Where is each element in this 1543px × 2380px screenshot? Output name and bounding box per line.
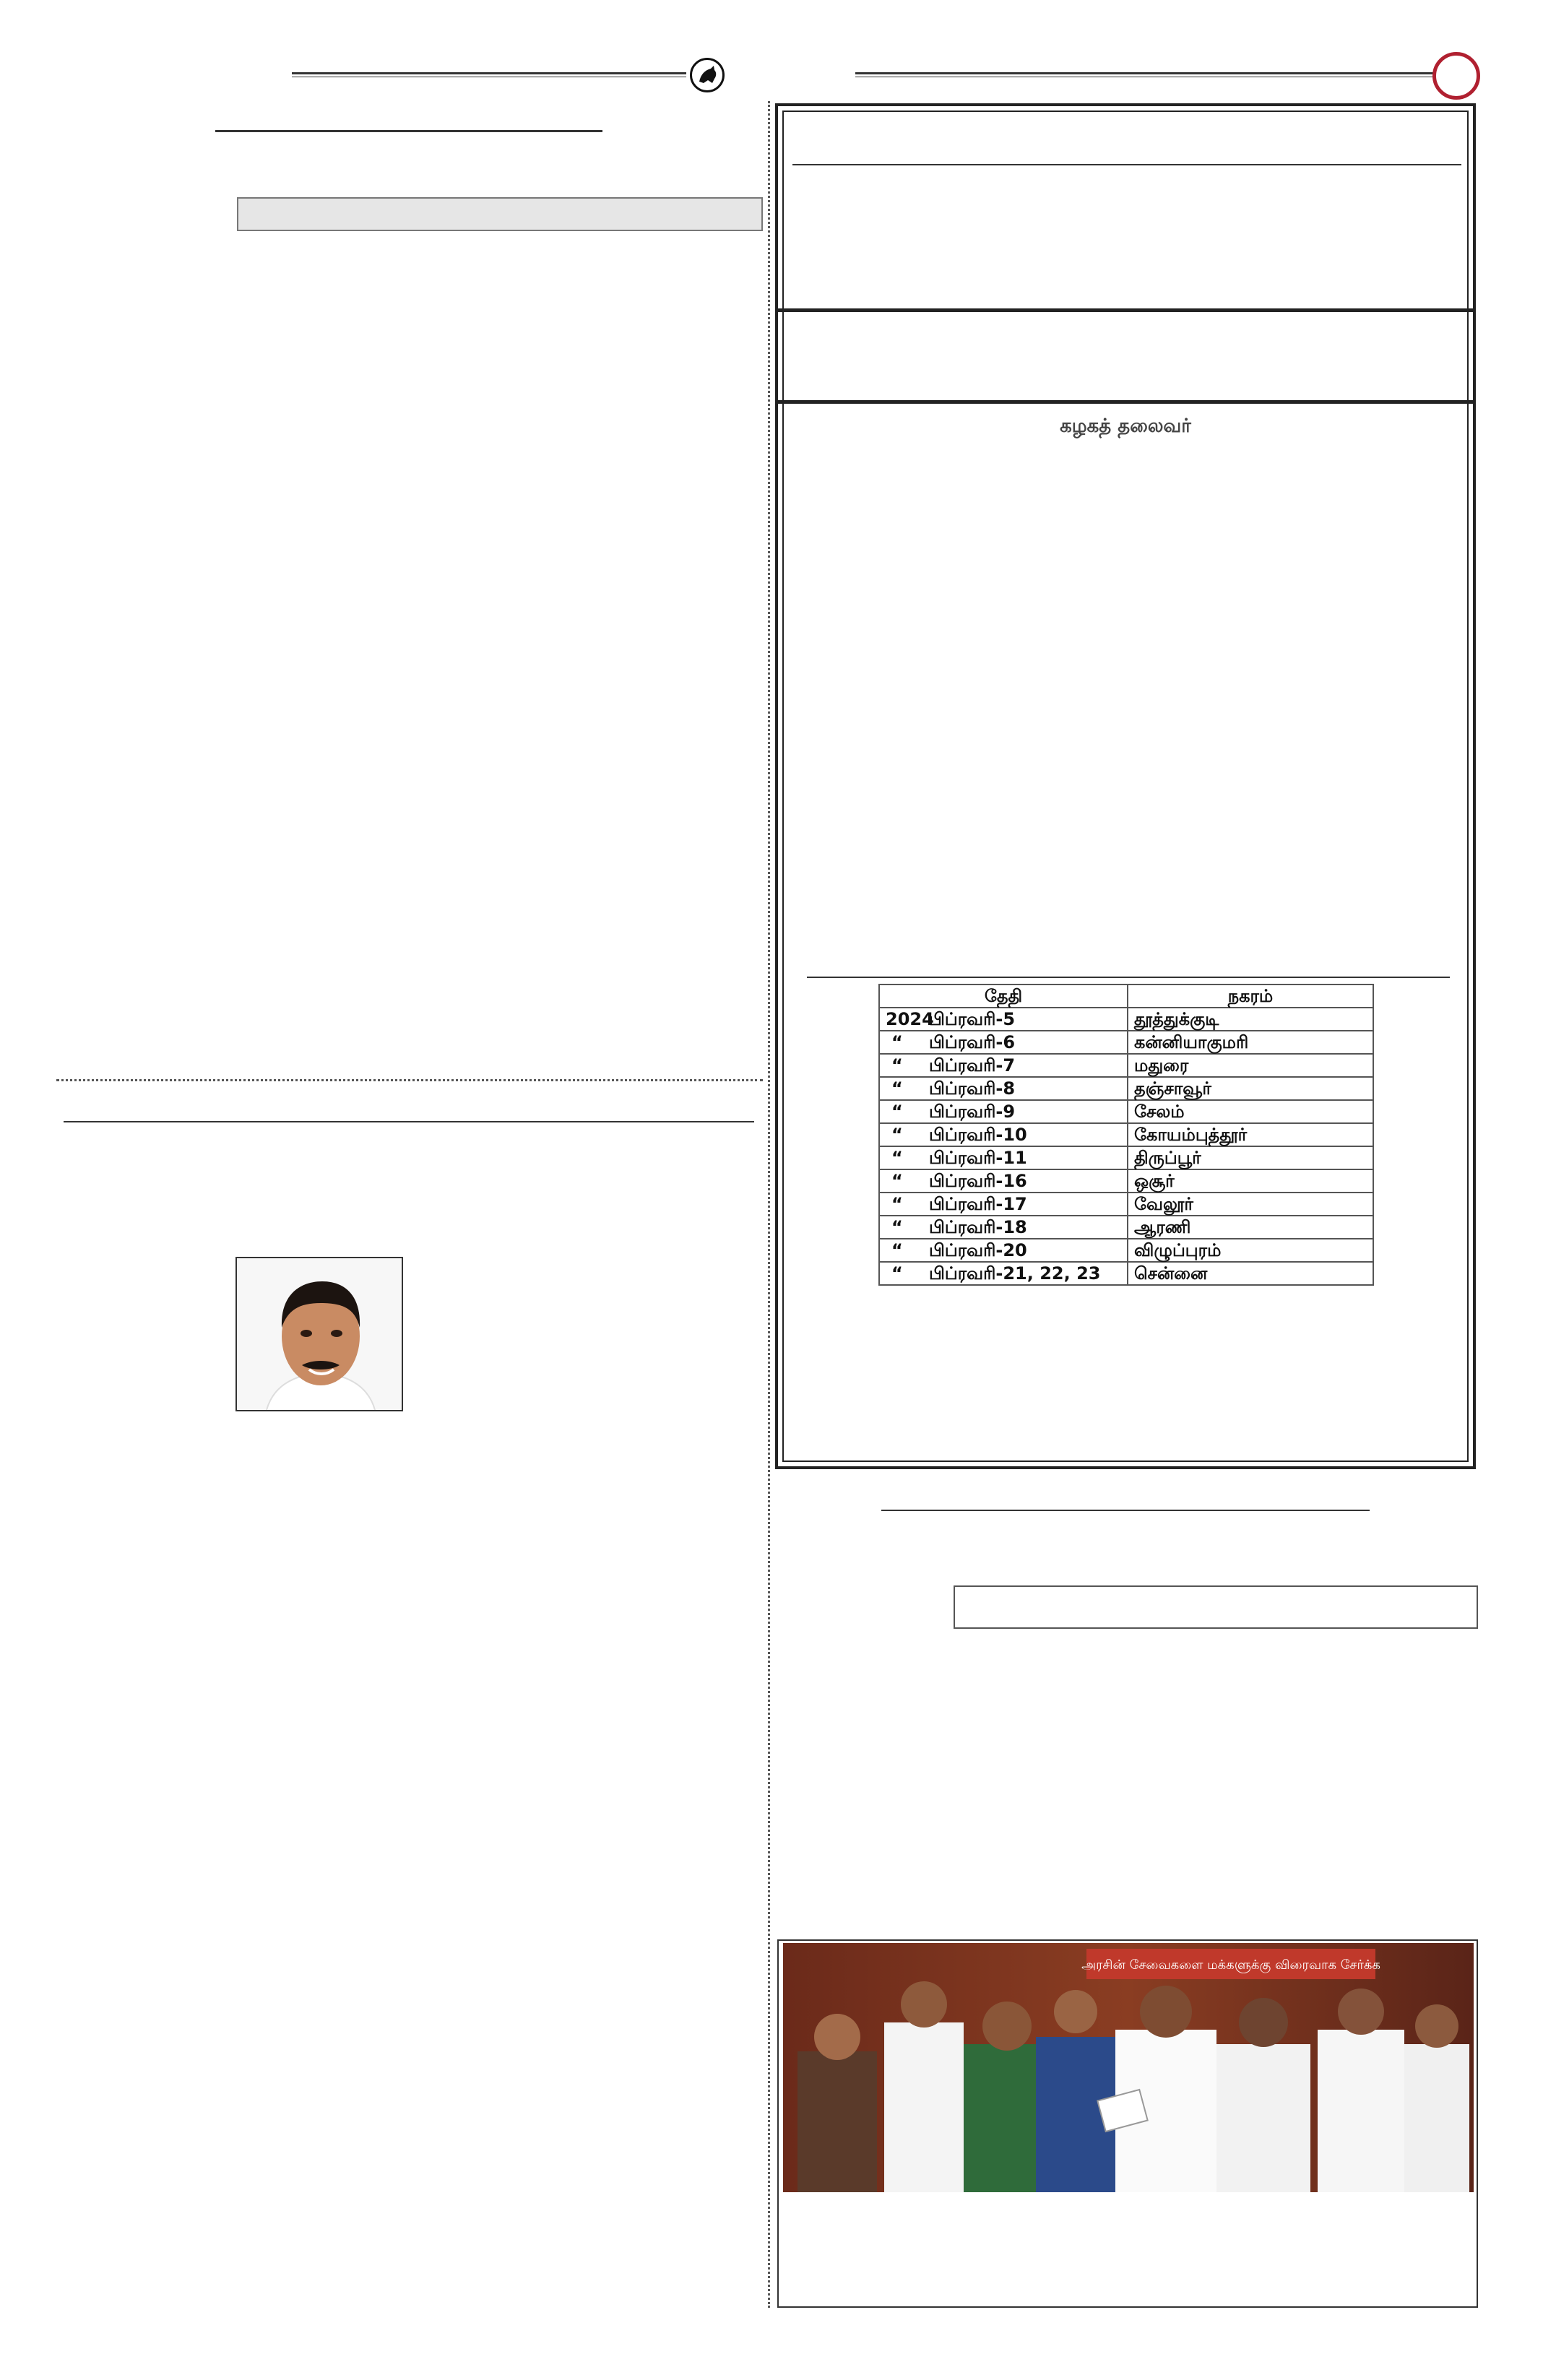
schedule-year: “ [891, 1078, 903, 1099]
table-row [879, 1054, 1373, 1077]
schedule-date-cell [879, 1239, 1128, 1262]
date-column-header: தேதி [879, 985, 1128, 1008]
schedule-year: “ [891, 1171, 903, 1191]
emblem-icon [690, 58, 725, 92]
schedule-rule [807, 977, 1450, 978]
schedule-year: “ [891, 1125, 903, 1145]
table-row [879, 1169, 1373, 1193]
notice-separator-2 [778, 400, 1473, 404]
schedule-date: பிப்ரவரி-8 [929, 1078, 1016, 1099]
table-row [879, 1031, 1373, 1054]
schedule-date-cell [879, 1054, 1128, 1077]
schedule-year: “ [891, 1240, 903, 1260]
article-divider [56, 1079, 763, 1081]
schedule-city-cell: மதுரை [1128, 1054, 1373, 1077]
schedule-date: பிப்ரவரி-20 [929, 1240, 1027, 1260]
schedule-year: “ [891, 1217, 903, 1237]
table-row [879, 1077, 1373, 1100]
schedule-city-cell: விழுப்புரம் [1128, 1239, 1373, 1262]
photo-banner-text: அரசின் சேவைகளை மக்களுக்கு விரைவாக சேர்க்க [1081, 1957, 1380, 1973]
notice-top-rule [792, 164, 1461, 165]
header-rule-left [292, 72, 686, 74]
schedule-date: பிப்ரவரி-6 [929, 1032, 1016, 1052]
schedule-date: பிப்ரவரி-5 [929, 1009, 1016, 1029]
schedule-date: பிப்ரவரி-10 [929, 1125, 1027, 1145]
column-divider [768, 101, 770, 2308]
schedule-year: “ [891, 1194, 903, 1214]
schedule-date: பிப்ரவரி-18 [929, 1217, 1027, 1237]
schedule-date: பிப்ரவரி-7 [929, 1055, 1016, 1076]
schedule-year: “ [891, 1102, 903, 1122]
schedule-year: “ [891, 1055, 903, 1076]
table-row [879, 1100, 1373, 1123]
schedule-date: பிப்ரவரி-17 [929, 1194, 1027, 1214]
schedule-city-cell: தூத்துக்குடி [1128, 1008, 1373, 1031]
table-row [879, 1193, 1373, 1216]
schedule-city-cell: திருப்பூர் [1128, 1146, 1373, 1169]
header-rule-right [855, 72, 1433, 74]
schedule-city-cell: ஆரணி [1128, 1216, 1373, 1239]
schedule-year: 2024 [886, 1009, 934, 1029]
schedule-date-cell [879, 1077, 1128, 1100]
schedule-date-cell [879, 1262, 1128, 1285]
table-row [879, 1146, 1373, 1169]
subheading-bar [237, 197, 763, 231]
schedule-city-cell: சேலம் [1128, 1100, 1373, 1123]
table-row [879, 1216, 1373, 1239]
schedule-city-cell: வேலூர் [1128, 1193, 1373, 1216]
schedule-table [878, 984, 1374, 1286]
schedule-city-cell: தஞ்சாவூர் [1128, 1077, 1373, 1100]
event-photo [783, 1943, 1474, 2192]
subheading-box [954, 1585, 1478, 1629]
schedule-date: பிப்ரவரி-21, 22, 23 [929, 1263, 1101, 1284]
table-row [879, 1239, 1373, 1262]
schedule-date-cell [879, 1216, 1128, 1239]
page-number-circle-icon [1432, 52, 1480, 100]
schedule-city-cell: கன்னியாகுமரி [1128, 1031, 1373, 1054]
table-header-row [879, 985, 1373, 1008]
schedule-date: பிப்ரவரி-16 [929, 1171, 1027, 1191]
table-row [879, 1262, 1373, 1285]
portrait-photo [235, 1257, 403, 1411]
schedule-date-cell [879, 1169, 1128, 1193]
schedule-year: “ [891, 1032, 903, 1052]
schedule-date-cell [879, 1100, 1128, 1123]
table-row [879, 1123, 1373, 1146]
schedule-year: “ [891, 1263, 903, 1284]
notice-heading: கழகத் தலைவர் [1060, 415, 1191, 437]
city-column-header: நகரம் [1128, 985, 1373, 1008]
schedule-city-cell: சென்னை [1128, 1262, 1373, 1285]
lower-article-rule [881, 1510, 1370, 1511]
schedule-year: “ [891, 1148, 903, 1168]
table-row [879, 1008, 1373, 1031]
schedule-date-cell [879, 1193, 1128, 1216]
notice-separator-1 [778, 308, 1473, 312]
second-article-rule [64, 1121, 754, 1122]
schedule-date-cell [879, 1031, 1128, 1054]
article-title-rule [215, 130, 602, 132]
schedule-date-cell [879, 1123, 1128, 1146]
schedule-date: பிப்ரவரி-9 [929, 1102, 1016, 1122]
schedule-date-cell [879, 1008, 1128, 1031]
schedule-city-cell: கோயம்புத்தூர் [1128, 1123, 1373, 1146]
schedule-date-cell [879, 1146, 1128, 1169]
schedule-city-cell: ஒசூர் [1128, 1169, 1373, 1193]
schedule-date: பிப்ரவரி-11 [929, 1148, 1027, 1168]
